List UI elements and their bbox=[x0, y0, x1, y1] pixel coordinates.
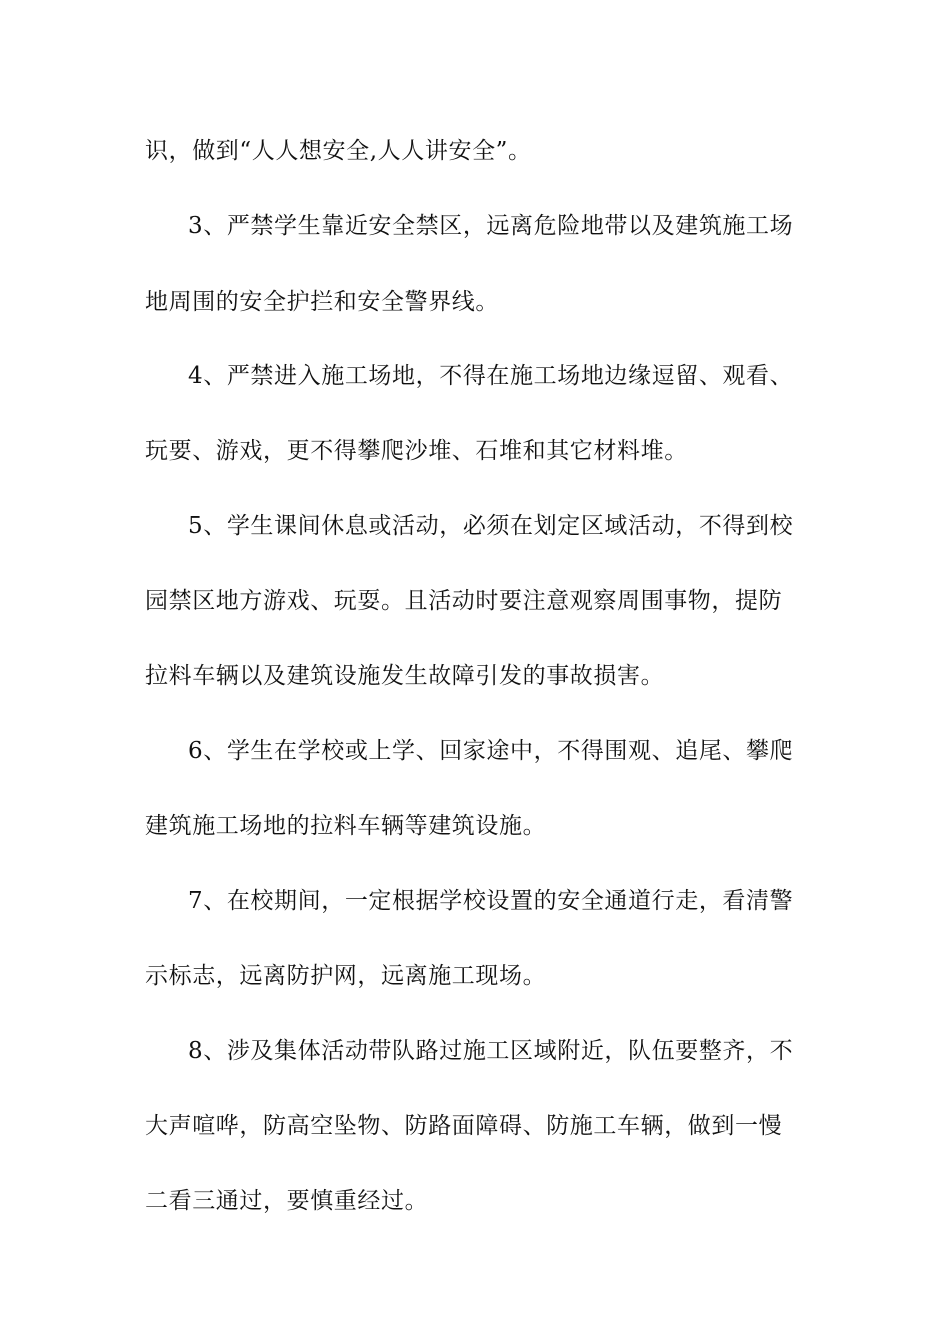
text-line: 园禁区地方游戏、玩耍。且活动时要注意观察周围事物，提防 bbox=[145, 588, 783, 614]
paragraph-6-start: 6、学生在学校或上学、回家途中，不得围观、追尾、攀爬 bbox=[188, 738, 794, 764]
paragraph-8-start: 8、涉及集体活动带队路过施工区域附近，队伍要整齐，不 bbox=[188, 1038, 794, 1064]
text-line: 建筑施工场地的拉料车辆等建筑设施。 bbox=[145, 813, 547, 839]
paragraph-3-start: 3、严禁学生靠近安全禁区，远离危险地带以及建筑施工场 bbox=[188, 213, 794, 239]
text-line: 大声喧哗，防高空坠物、防路面障碍、防施工车辆，做到一慢 bbox=[145, 1113, 783, 1139]
text-line: 拉料车辆以及建筑设施发生故障引发的事故损害。 bbox=[145, 663, 665, 689]
text-line: 示标志，远离防护网，远离施工现场。 bbox=[145, 963, 547, 989]
paragraph-4-start: 4、严禁进入施工场地，不得在施工场地边缘逗留、观看、 bbox=[188, 363, 794, 389]
text-line: 二看三通过，要慎重经过。 bbox=[145, 1188, 429, 1214]
text-line: 玩要、游戏，更不得攀爬沙堆、石堆和其它材料堆。 bbox=[145, 438, 688, 464]
text-line: 识，做到“人人想安全,人人讲安全”。 bbox=[145, 138, 532, 164]
paragraph-5-start: 5、学生课间休息或活动，必须在划定区域活动，不得到校 bbox=[188, 513, 794, 539]
paragraph-7-start: 7、在校期间，一定根据学校设置的安全通道行走，看清警 bbox=[188, 888, 794, 914]
text-line: 地周围的安全护拦和安全警界线。 bbox=[145, 289, 499, 315]
